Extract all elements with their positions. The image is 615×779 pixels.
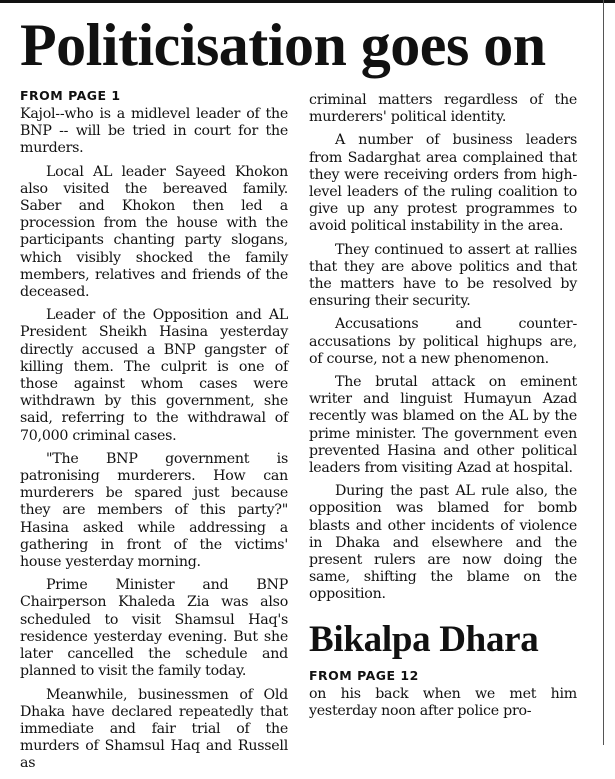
article-paragraph: Leader of the Opposition and AL President Sheikh Hasina yesterday directly accused a BNP gangster of killing them. The culprit is one of those against whom cases were withdrawn by this government, she said, referring to the withdrawal of 70,000 criminal cases. — [20, 307, 288, 444]
top-rule — [0, 0, 615, 3]
article-paragraph: criminal matters regardless of the murderers' political identity. — [309, 92, 577, 126]
article-paragraph: "The BNP government is patronising murderers. How can murderers be spared just because they are members of this party?" Hasina asked while addressing a gathering in front of the victims' house yesterday morning. — [20, 450, 288, 571]
kicker-from-page-12: FROM PAGE 12 — [309, 667, 419, 683]
article-paragraph: A number of business leaders from Sadarghat area complained that they were receiving orders from high-level leaders of the ruling coalition to give up any protest programmes to avoid political instability in the area. — [309, 132, 577, 235]
article-paragraph: Kajol--who is a midlevel leader of the BNP -- will be tried in court for the murders. — [20, 106, 288, 157]
right-column — [309, 92, 577, 719]
continued-paragraph: on his back when we met him yesterday noon after police pro- — [309, 685, 577, 719]
continued-text-clip — [309, 685, 577, 719]
kicker-from-page-1: FROM PAGE 1 — [20, 88, 121, 103]
article-paragraph: Local AL leader Sayeed Khokon also visited the bereaved family. Saber and Khokon then led a procession from the house with the participants chanting party slogans, which visibly shocked the family members, relatives and friends of the deceased. — [20, 163, 288, 301]
article-paragraph: Meanwhile, businessmen of Old Dhaka have declared repeatedly that immediate and fair trial of the murders of Shamsul Haq and Russell as — [20, 686, 288, 772]
left-column — [20, 88, 288, 779]
article-paragraph: The brutal attack on eminent writer and linguist Humayun Azad recently was blamed on the AL by the prime minister. The government even prevented Hasina and other political leaders from visiting Azad at hospital. — [309, 374, 577, 477]
headline: Politicisation goes on — [20, 12, 546, 78]
column-edge-rule — [603, 0, 604, 745]
article-paragraph: During the past AL rule also, the opposition was blamed for bomb blasts and other incidents of violence in Dhaka and elsewhere and the present rulers are now doing the same, shifting the blame on the opposition. — [309, 483, 577, 603]
article-paragraph: Accusations and counter-accusations by political highups are, of course, not a new phenomenon. — [309, 316, 577, 367]
article-paragraph: Prime Minister and BNP Chairperson Khaleda Zia was also scheduled to visit Shamsul Haq's residence yesterday evening. But she later cancelled the schedule and planned to visit the family today. — [20, 577, 288, 680]
sub-headline: Bikalpa Dhara — [309, 618, 539, 660]
article-paragraph: They continued to assert at rallies that they are above politics and that the matters have to be resolved by ensuring their security. — [309, 241, 577, 310]
